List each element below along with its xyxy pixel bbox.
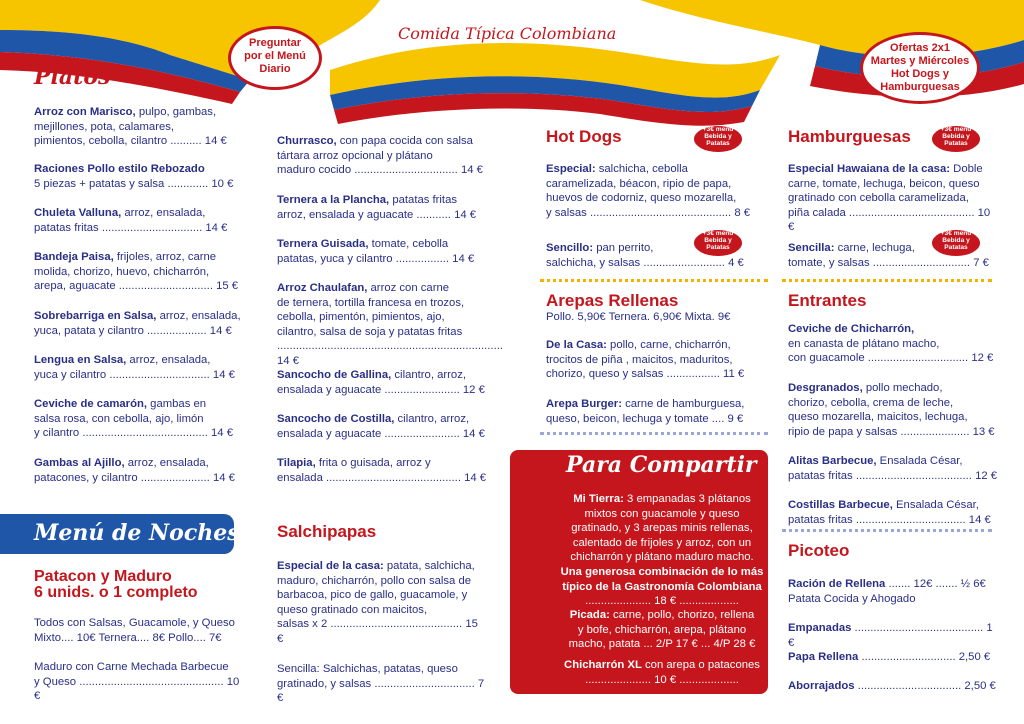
menu-item-text: huevos de codorniz, queso mozarella, — [546, 192, 737, 205]
menu-item — [34, 250, 244, 294]
menu-item-text: arroz, ensalada y aguacate ........... 14 € — [277, 208, 477, 221]
menu-item — [556, 608, 768, 652]
menu-item-text: ....... 12€ ....... ½ 6€ — [885, 578, 986, 590]
menu-item-text: Ensalada César, — [892, 499, 979, 511]
menu-item — [546, 397, 756, 426]
menu-item-text: chorizo, queso y salsas ................. 11 € — [546, 368, 745, 381]
menu-item-text: molida, chorizo, huevo, chicharrón, — [34, 265, 210, 278]
menu-item-name: Churrasco, — [277, 135, 337, 147]
menu-item — [546, 338, 756, 382]
menu-item-name: Costillas Barbecue, — [788, 499, 893, 511]
menu-item-name: Aborrajados — [788, 680, 855, 692]
menu-item-text: tomate, y salsas ............................... 7 € — [788, 256, 989, 269]
menu-item — [546, 162, 756, 220]
menu-item-text: gratinado, y salsas ................................ 7 € — [277, 677, 485, 705]
compartir-title: Para Compartir — [566, 452, 757, 478]
menu-item-text: patata, salchicha, — [383, 560, 475, 572]
menu-item-text: gambas en — [147, 398, 207, 410]
menu-item-text: gratinado con cebolla caramelizada, — [788, 192, 969, 205]
badge-menu: +3€ menú Bebida y Patatas — [932, 126, 980, 152]
menu-item-text: maduro, chicharrón, pollo con salsa de — [277, 574, 472, 587]
menu-item-text: caramelizada, béacon, ripio de papa, — [546, 177, 732, 190]
menu-item-text: y salsas ............................................. 8 € — [546, 206, 751, 219]
bubble-line: Ofertas 2x1 — [890, 42, 950, 54]
menu-item-text: tomate, cebolla — [368, 238, 449, 250]
divider — [540, 279, 768, 282]
menu-item-text: piña calada ........................................ 10 € — [788, 206, 991, 234]
menu-item-name: Chuleta Valluna, — [34, 207, 122, 219]
menu-item-text: de ternera, tortilla francesa en trozos, — [277, 296, 465, 309]
menu-item-text: pan perrito, — [593, 242, 654, 254]
menu-item-text: yuca y cilantro ................................ 14 € — [34, 368, 235, 381]
menu-item — [788, 577, 998, 606]
menu-item-name: Especial de la casa: — [277, 560, 384, 572]
menu-item-name: Raciones Pollo estilo Rebozado — [34, 163, 205, 175]
noches-subtitle-2: 6 unids. o 1 completo — [34, 584, 198, 601]
menu-item-text: tártara arroz opcional y plátano — [277, 149, 433, 162]
menu-item-text: Doble — [950, 163, 983, 175]
menu-item — [34, 105, 244, 149]
menu-item-text: pollo mechado, — [862, 382, 943, 394]
menu-item-name: Arroz con Marisco, — [34, 106, 136, 118]
menu-item — [34, 309, 244, 338]
menu-item-name: Arroz Chaulafan, — [277, 282, 368, 294]
bubble-line: Martes y Miércoles — [870, 55, 970, 67]
menu-item-text: pimientos, cebolla, cilantro .......... 14 € — [34, 135, 227, 148]
menu-item-text: queso gratinado con maicitos, — [277, 603, 428, 616]
menu-item-text: pollo, carne, chicharrón, — [606, 339, 731, 351]
menu-item-name: Arepa Burger: — [546, 398, 622, 410]
menu-item — [556, 492, 768, 609]
divider — [782, 279, 992, 282]
menu-item-text: carne, tomate, lechuga, beicon, queso — [788, 177, 980, 190]
bubble-line: Hamburguesas — [880, 81, 960, 93]
menu-item — [277, 559, 487, 647]
menu-item-text: chicharrón y plátano maduro macho. — [570, 551, 754, 564]
menu-item-text: carne de hamburguesa, — [621, 398, 745, 410]
menu-item-name: Ración de Rellena — [788, 578, 886, 590]
menu-item-text: Patata Cocida y Ahogado — [788, 592, 916, 605]
menu-item-text: con guacamole ................................ 12 € — [788, 352, 994, 365]
noches-item-text: Todos con Salsas, Guacamole, y Queso — [34, 617, 235, 629]
arepas-prices: Pollo. 5,90€ Ternera. 6,90€ Mixta. 9€ — [546, 311, 731, 323]
menu-item-text: queso mozarella, maicitos, lechuga, — [788, 411, 968, 424]
menu-item-name: Ternera a la Plancha, — [277, 194, 390, 206]
menu-item-text: gratinado, y 3 arepas minis rellenas, — [571, 522, 753, 535]
menu-item-name: Empanadas — [788, 622, 852, 634]
menu-item-text: patatas, yuca y cilantro ................. 14 € — [277, 252, 475, 265]
menu-item-text: frita o guisada, arroz y — [315, 457, 431, 469]
menu-item-text: salsas x 2 .......................................... 15 € — [277, 618, 478, 645]
platos-title: Platos — [34, 64, 111, 90]
bubble-line: Preguntar — [249, 37, 301, 49]
menu-item-text: ensalada ........................................... 14 € — [277, 471, 487, 484]
menu-item — [556, 658, 768, 687]
menu-item-text: pulpo, gambas, — [135, 106, 217, 118]
menu-item-text: cilantro, arroz, — [391, 369, 466, 381]
hotdogs-title: Hot Dogs — [546, 127, 622, 146]
menu-item — [277, 412, 487, 441]
divider — [782, 529, 992, 532]
menu-item-text: 3 empanadas 3 plátanos — [623, 493, 751, 505]
menu-item-text: y cilantro ........................................ 14 € — [34, 427, 234, 440]
menu-item-text: Ensalada César, — [876, 455, 963, 467]
menu-item-price: ..................... 18 € ................... — [585, 595, 739, 608]
noches-subtitle-1: Patacon y Maduro — [34, 568, 172, 585]
menu-item — [788, 621, 998, 650]
menu-item-name: Especial Hawaiana de la casa: — [788, 163, 951, 175]
badge-menu: +3€ menú Bebida y Patatas — [932, 230, 980, 256]
menu-item-name: Picada: — [569, 609, 610, 621]
menu-item-text: calentado de frijoles y arroz, con un — [572, 536, 752, 549]
menu-item-text: arroz con carne — [367, 282, 450, 294]
bubble-line: por el Menú — [244, 50, 306, 62]
menu-item-text: y bofe, chicharrón, arepa, plátano — [577, 623, 747, 636]
menu-item — [34, 456, 244, 485]
menu-item — [788, 241, 998, 270]
menu-item-text: cebolla, pimentón, pimientos, ajo, — [277, 311, 445, 324]
bubble-line: Hot Dogs y — [890, 68, 950, 80]
menu-item-text: frijoles, arroz, carne — [113, 251, 217, 263]
menu-item-name: Bandeja Paisa, — [34, 251, 114, 263]
menu-item — [34, 162, 244, 191]
menu-item — [788, 162, 998, 235]
menu-item-name: Ceviche de camarón, — [34, 398, 148, 410]
menu-item-name: Tilapia, — [277, 457, 316, 469]
menu-item — [277, 193, 487, 222]
menu-item-name: De la Casa: — [546, 339, 607, 351]
menu-item — [788, 498, 998, 527]
ofertas-bubble — [860, 32, 980, 104]
menu-item-text: ensalada y aguacate ........................ 14 € — [277, 427, 485, 440]
menu-item-name: Gambas al Ajillo, — [34, 457, 125, 469]
menu-item-text: patatas fritas ................................ 14 € — [34, 221, 228, 234]
menu-item-name: Sancocho de Costilla, — [277, 413, 395, 425]
menu-item — [277, 368, 487, 397]
menu-item-text: salsa rosa, con cebolla, ajo, limón — [34, 412, 204, 425]
menu-item-text: queso, beicon, lechuga y tomate .... 9 € — [546, 412, 744, 425]
menu-item — [788, 679, 998, 694]
divider — [540, 432, 768, 435]
menu-item — [788, 454, 998, 483]
menu-item — [34, 397, 244, 441]
menu-item-text: ripio de papa y salsas ...................... 13 € — [788, 425, 995, 438]
menu-item-name: Papa Rellena — [788, 651, 859, 663]
menu-item-text: salchicha, cebolla — [595, 163, 688, 175]
menu-item-text: patatas fritas ................................... 14 € — [788, 513, 991, 526]
menu-item-text: mejillones, pota, calamares, — [34, 120, 175, 133]
menu-item-text: ..................... 10 € ................... — [585, 673, 739, 686]
menu-item — [277, 134, 487, 178]
arepas-title: Arepas Rellenas — [546, 291, 679, 310]
noches-item-text: Mixto.... 10€ Ternera.... 8€ Pollo.... 7€ — [34, 631, 222, 644]
menu-item — [277, 456, 487, 485]
menu-item-text: patatas fritas — [389, 194, 458, 206]
menu-item-name: Especial: — [546, 163, 596, 175]
menu-item — [788, 650, 998, 665]
menu-item-name: Lengua en Salsa, — [34, 354, 127, 366]
badge-menu: +3€ menú Bebida y Patatas — [694, 126, 742, 152]
menu-item-text: .............................. 2,50 € — [858, 651, 991, 663]
menu-item-text: trocitos de piña , maicitos, maduritos, — [546, 353, 733, 366]
menu-item — [277, 281, 503, 369]
menu-item-text: mixtos con guacamole y queso — [584, 507, 740, 520]
noches-item-text: Maduro con Carne Mechada Barbecue — [34, 661, 229, 673]
menu-item-text: arroz, ensalada, — [124, 457, 209, 469]
menu-item-text: barbacoa, pico de gallo, guacamole, y — [277, 589, 468, 602]
menu-item-text: con arepa o patacones — [641, 659, 760, 671]
menu-item-text: cilantro, salsa de soja y patatas fritas — [277, 325, 463, 338]
menu-item-text: ........................................................................ 14 € — [277, 340, 503, 367]
menu-item — [788, 322, 998, 366]
menu-item-text: 5 piezas + patatas y salsa ............. 10 € — [34, 177, 234, 190]
menu-item-name: Ternera Guisada, — [277, 238, 369, 250]
salchipapas-title: Salchipapas — [277, 522, 377, 541]
picoteo-title: Picoteo — [788, 541, 850, 560]
menu-item-text: con papa cocida con salsa — [336, 135, 473, 147]
menu-item-text: arroz, ensalada, — [156, 310, 241, 322]
menu-item-name: Desgranados, — [788, 382, 863, 394]
menu-item-name: Sencilla: — [788, 242, 835, 254]
noches-item — [34, 660, 244, 704]
noches-subtitle — [34, 569, 198, 601]
menu-item — [788, 381, 998, 439]
menu-item — [34, 206, 244, 235]
menu-item-name: Ceviche de Chicharrón, — [788, 323, 915, 335]
menu-item-text: cilantro, arroz, — [394, 413, 470, 425]
menu-item-text: maduro cocido ................................. 14 € — [277, 164, 483, 177]
noches-item-text: y Queso .............................................. 10 € — [34, 675, 240, 703]
menu-item-text: carne, pollo, chorizo, rellena — [609, 609, 755, 621]
menu-item-name: Sancocho de Gallina, — [277, 369, 392, 381]
menu-item — [277, 662, 487, 706]
menu-item-text: carne, lechuga, — [834, 242, 915, 254]
menu-item-name: Mi Tierra: — [573, 493, 624, 505]
noches-title: Menú de Noches — [34, 520, 240, 546]
noches-item — [34, 616, 244, 645]
menu-item-text: arroz, ensalada, — [121, 207, 206, 219]
menu-item-text: ensalada y aguacate ........................ 12 € — [277, 383, 485, 396]
menu-item-name: Alitas Barbecue, — [788, 455, 877, 467]
bubble-line: Diario — [259, 63, 291, 75]
menu-diario-bubble — [228, 26, 322, 90]
hamburguesas-title: Hamburguesas — [788, 127, 911, 146]
menu-item-name: Sobrebarriga en Salsa, — [34, 310, 157, 322]
menu-item — [34, 353, 244, 382]
menu-item-name: Sencillo: — [546, 242, 594, 254]
menu-item-text: patacones, y cilantro ...................... 14 € — [34, 471, 235, 484]
menu-item-highlight: típico de la Gastronomía Colombiana — [562, 580, 762, 593]
menu-item-name: Chicharrón XL — [564, 659, 642, 671]
menu-item-text: yuca, patata y cilantro ................... 14 € — [34, 324, 232, 337]
menu-item-text: en canasta de plátano macho, — [788, 337, 940, 350]
header-title: Comida Típica Colombiana — [398, 24, 617, 43]
menu-item-text: Sencilla: Salchichas, patatas, queso — [277, 663, 458, 675]
menu-item-text: macho, patata ... 2/P 17 € ... 4/P 28 € — [568, 638, 756, 651]
menu-item-highlight: Una generosa combinación de lo más — [560, 565, 764, 578]
menu-item-text: arepa, aguacate .............................. 15 € — [34, 280, 239, 293]
entrantes-title: Entrantes — [788, 291, 867, 310]
menu-item-text: salchicha, y salsas .......................... 4 € — [546, 256, 744, 269]
menu-item — [277, 237, 487, 266]
menu-item-text: patatas fritas ..................................... 12 € — [788, 469, 998, 482]
menu-item-text: arroz, ensalada, — [126, 354, 211, 366]
menu-item-text: chorizo, cebolla, crema de leche, — [788, 396, 954, 409]
menu-item-text: ................................. 2,50 € — [854, 680, 996, 692]
badge-menu: +3€ menú Bebida y Patatas — [694, 230, 742, 256]
menu-item-text: ......................................... 1 € — [788, 622, 993, 649]
